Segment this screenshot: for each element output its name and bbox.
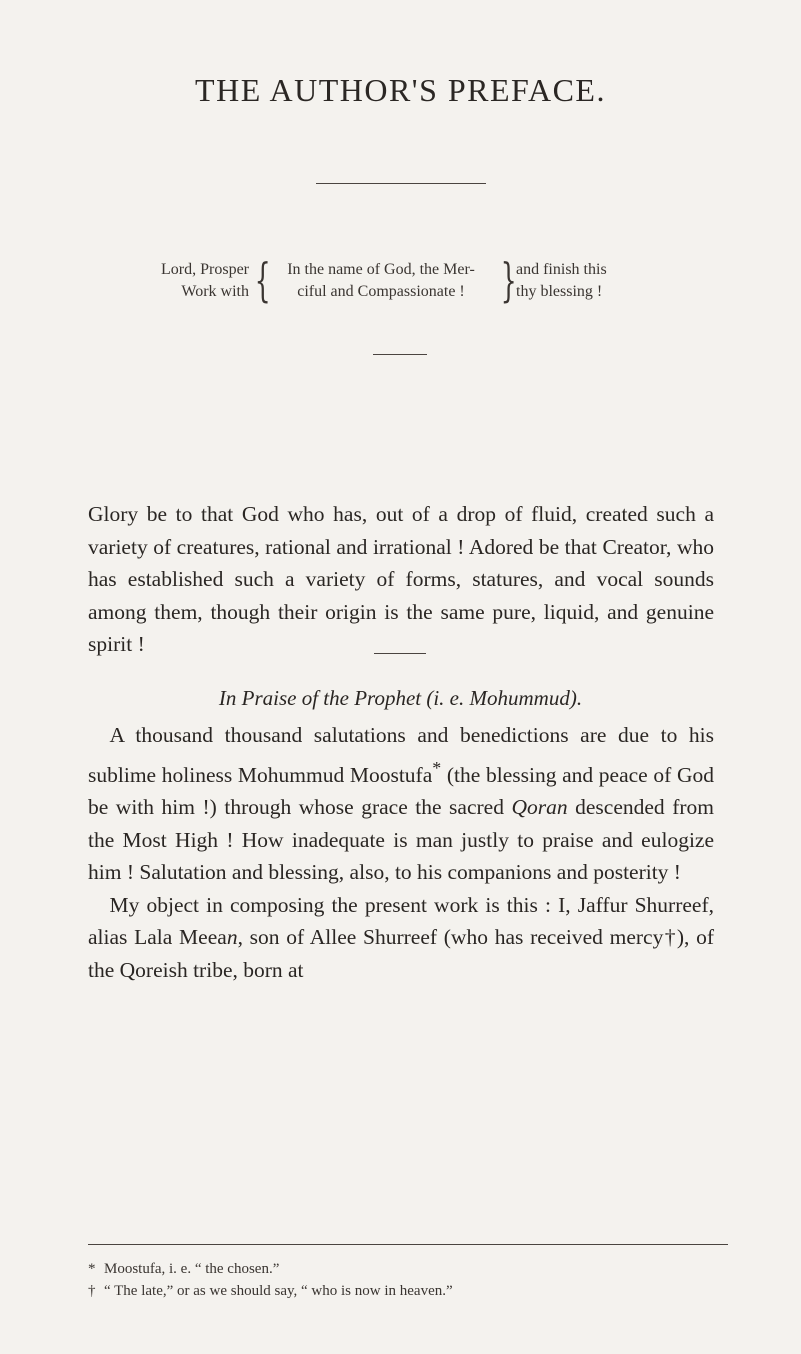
invocation-rule <box>373 354 427 355</box>
invocation-right <box>516 259 696 303</box>
footnote-1-text: Moostufa, i. e. “ the chosen.” <box>104 1261 280 1277</box>
heading-ie: i. e. <box>433 686 465 710</box>
paragraph-praise <box>88 719 714 986</box>
heading-prefix: In Praise of the Prophet ( <box>218 686 434 710</box>
title-rule <box>316 183 486 184</box>
praise-part-3: descended from the Most High ! How inadequate is man justly to praise and eulogize him ! Salutation and blessing, also, to his companions and posterity ! <box>88 795 714 885</box>
paragraph-glory <box>88 498 714 661</box>
footnote-2 <box>88 1280 728 1302</box>
object-italic-n: n <box>226 925 238 950</box>
left-brace: { <box>254 253 271 307</box>
praise-part-1: A thousand thousand salutations and benedictions are due to his sublime holiness Mohummud Moostufa <box>88 723 714 787</box>
object-part-1: My object in composing the present work is this : I, Jaffur Shurreef, alias Lala Meea <box>88 892 714 950</box>
paragraph-glory-text: Glory be to that God who has, out of a drop of fluid, created such a variety of creatures, rational and irrational ! Adored be that Creator, who has established such a variety of forms, statures, and vocal sounds among them, though their origin is the same pure, liquid, and genuine spirit ! <box>88 502 714 656</box>
footnote-rule <box>88 1244 728 1245</box>
heading-name: Mohummud <box>469 686 570 710</box>
invocation-middle <box>268 259 494 303</box>
invocation-left-line-2: Work with <box>181 283 249 300</box>
heading-suffix: ). <box>569 686 583 710</box>
footnotes <box>88 1258 728 1302</box>
page-title: THE AUTHOR'S PREFACE. <box>195 72 606 108</box>
praise-qoran: Qoran <box>511 795 568 820</box>
invocation-right-line-2: thy blessing ! <box>516 283 603 300</box>
object-part-3: ), of the Qoreish tribe, born at <box>88 925 714 982</box>
invocation-middle-line-2: ciful and Compassionate ! <box>297 283 465 300</box>
paragraph-praise-text <box>88 719 714 889</box>
paragraph-object-text <box>88 889 714 987</box>
footnote-ref-2: † <box>663 925 677 950</box>
invocation-left <box>74 259 249 303</box>
footnote-2-mark: † <box>88 1283 96 1299</box>
invocation-left-line-1: Lord, Prosper <box>161 261 249 278</box>
footnote-1-mark: * <box>88 1261 96 1277</box>
object-part-2: , son of Allee Shurreef (who has received mercy <box>237 925 664 950</box>
invocation-right-line-1: and finish this <box>516 261 607 278</box>
section-rule <box>374 653 426 654</box>
section-heading <box>0 686 801 711</box>
footnote-2-text: “ The late,” or as we should say, “ who is now in heaven.” <box>104 1283 453 1299</box>
footnote-1 <box>88 1258 728 1280</box>
right-brace: } <box>500 253 517 307</box>
invocation-middle-line-1: In the name of God, the Mer- <box>287 261 475 278</box>
praise-part-2: (the blessing and peace of God be with him !) through whose grace the sacred <box>88 762 714 820</box>
footnote-ref-1: * <box>432 757 442 778</box>
